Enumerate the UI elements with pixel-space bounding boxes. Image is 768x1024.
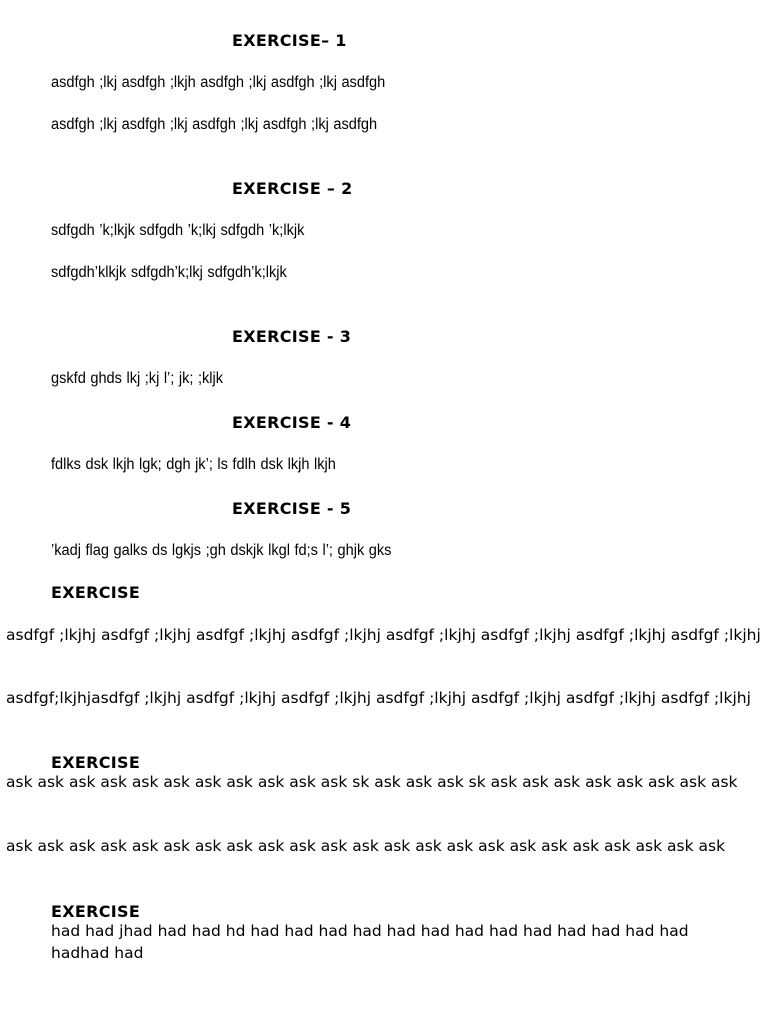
exercise-3-line-1: gskfd ghds lkj ;kj l’; jk; ;kljk — [51, 370, 224, 387]
exercise-5-line-1: ’kadj flag galks ds lgkjs ;gh dskjk lkgl fd;s l’; ghjk gks — [51, 542, 392, 559]
exercise-7-paragraph-2: ask ask ask ask ask ask ask ask ask ask ask ask ask ask ask ask ask ask ask ask ask ask ask — [6, 837, 726, 855]
exercise-2-line-1: sdfgdh ’k;lkjk sdfgdh ’k;lkj sdfgdh ’k;lkjk — [51, 222, 305, 239]
exercise-7-heading: EXERCISE — [51, 753, 141, 772]
exercise-4-heading: EXERCISE - 4 — [232, 413, 352, 432]
exercise-1-line-1: asdfgh ;lkj asdfgh ;lkjh asdfgh ;lkj asdfgh ;lkj asdfgh — [51, 74, 386, 91]
exercise-8-paragraph-1: had had jhad had had hd had had had had had had had had had had had had had hadhad had — [51, 922, 689, 962]
exercise-6-paragraph-1: asdfgf ;lkjhj asdfgf ;lkjhj asdfgf ;lkjhj asdfgf ;lkjhj asdfgf ;lkjhj asdfgf ;lkjhj asdfgf ;lkjhj asdfgf ;lkjhj — [6, 626, 761, 644]
exercise-3-heading: EXERCISE - 3 — [232, 327, 352, 346]
exercise-2-heading: EXERCISE – 2 — [232, 179, 353, 198]
exercise-2-line-2: sdfgdh’klkjk sdfgdh’k;lkj sdfgdh’k;lkjk — [51, 264, 287, 281]
exercise-1-line-2: asdfgh ;lkj asdfgh ;lkj asdfgh ;lkj asdfgh ;lkj asdfgh — [51, 116, 378, 133]
exercise-4-line-1: fdlks dsk lkjh lgk; dgh jk’; ls fdlh dsk lkjh lkjh — [51, 456, 336, 473]
exercise-5-heading: EXERCISE - 5 — [232, 499, 352, 518]
exercise-6-heading: EXERCISE — [51, 583, 141, 602]
exercise-8-heading: EXERCISE — [51, 902, 141, 921]
exercise-6-paragraph-2: asdfgf;lkjhjasdfgf ;lkjhj asdfgf ;lkjhj asdfgf ;lkjhj asdfgf ;lkjhj asdfgf ;lkjhj asdfgf ;lkjhj asdfgf ;lkjhj — [6, 689, 751, 707]
exercise-7-paragraph-1: ask ask ask ask ask ask ask ask ask ask ask sk ask ask ask sk ask ask ask ask ask ask ask ask — [6, 773, 738, 791]
exercise-1-heading: EXERCISE– 1 — [232, 31, 347, 50]
